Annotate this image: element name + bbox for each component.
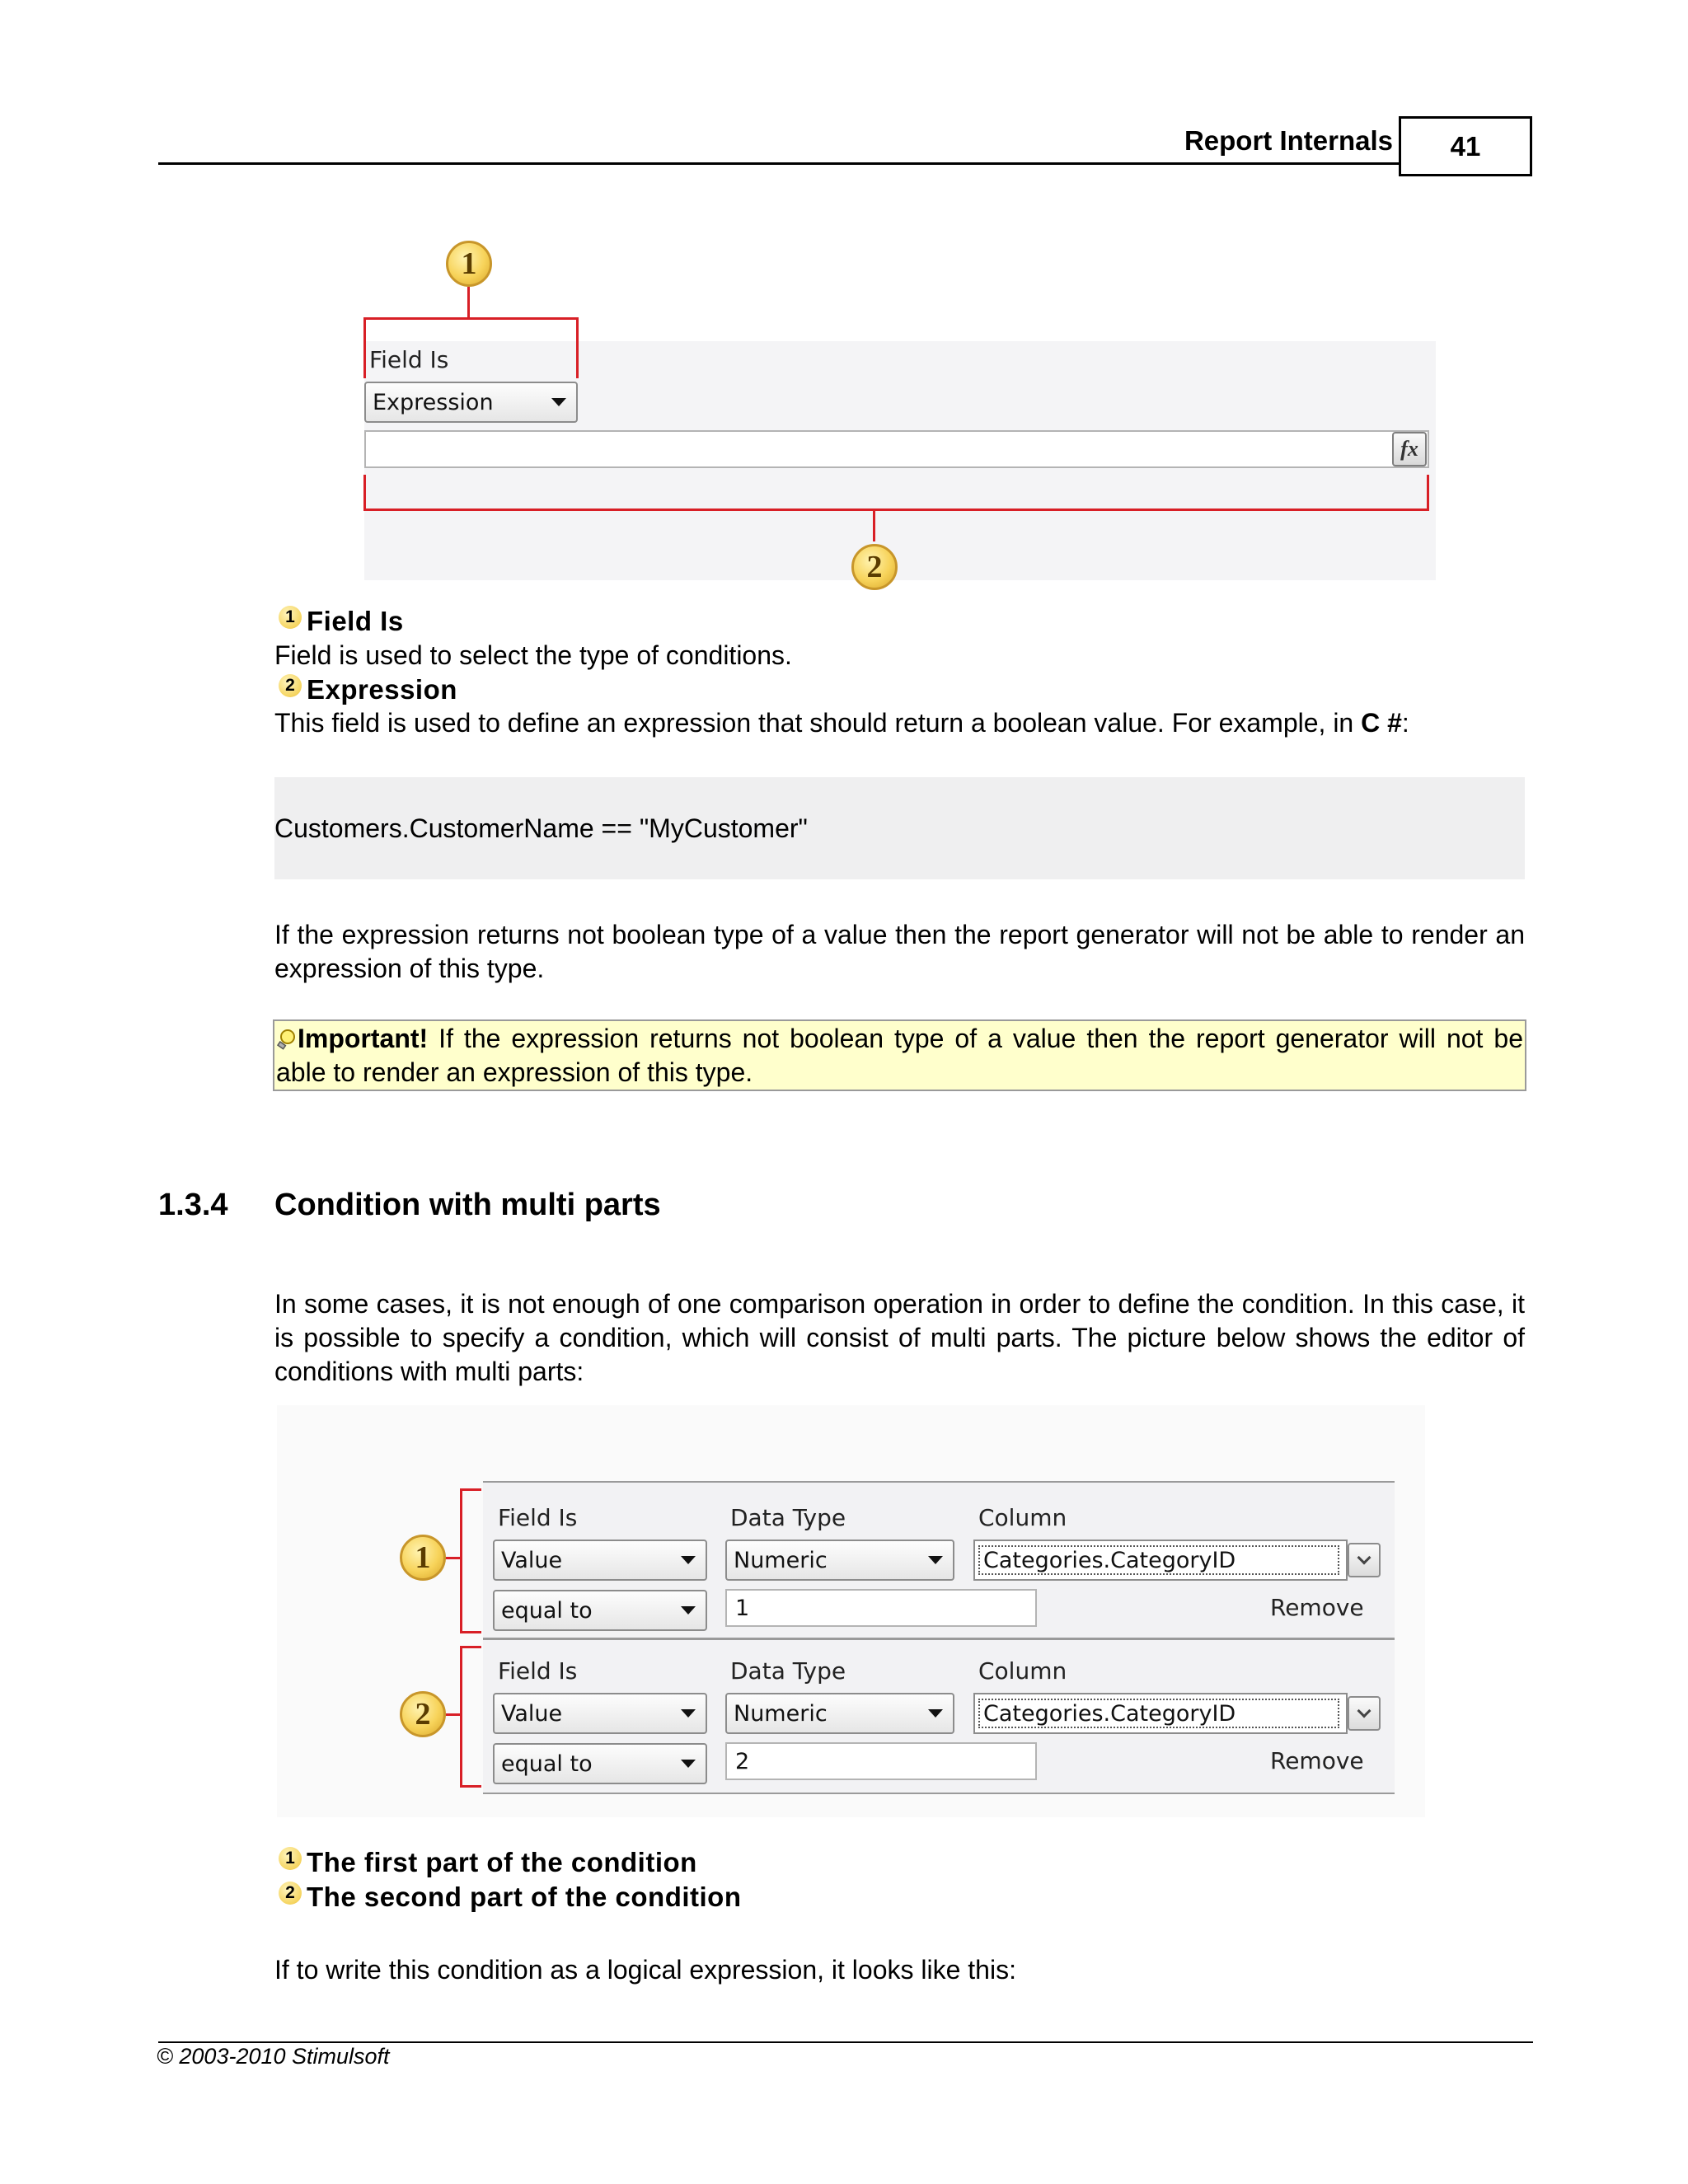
part-2-value-input[interactable]: 2 <box>725 1742 1037 1780</box>
part-1-column-label: Column <box>978 1504 1067 1531</box>
dropdown-arrow-icon <box>681 1709 696 1718</box>
callout-2-circle: 2 <box>851 544 898 590</box>
paragraph-not-boolean: If the expression returns not boolean type of a value then the report generator will not be able to render an expression of this type. <box>274 920 1525 983</box>
dropdown-arrow-icon <box>681 1556 696 1564</box>
dropdown-arrow-icon <box>928 1709 943 1718</box>
callout-1-connector <box>467 287 470 318</box>
paragraph-multi-parts: In some cases, it is not enough of one comparison operation in order to define the condition. In this case, it is possible to specify a condition, which will consist of multi parts. The picture below shows the editor of conditions with multi parts: <box>274 1289 1525 1386</box>
callout-part-2-bracket <box>460 1646 481 1788</box>
part-2-column-dropdown[interactable] <box>973 1693 1348 1734</box>
header-rule <box>158 162 1400 165</box>
footer-rule <box>158 2041 1533 2043</box>
legend-title-expression: Expression <box>307 674 457 705</box>
part-1-operator-dropdown[interactable] <box>493 1590 707 1631</box>
part-1-remove-link[interactable]: Remove <box>1270 1594 1364 1621</box>
language-name: C # <box>1361 708 1402 738</box>
part-2-operator-value: equal to <box>501 1750 593 1777</box>
part-2-data-type-value: Numeric <box>734 1700 828 1727</box>
important-label: Important! <box>298 1024 429 1053</box>
part-2-column-label: Column <box>978 1657 1067 1685</box>
part-1-operator-value: equal to <box>501 1597 593 1624</box>
part-2-column-value: Categories.CategoryID <box>978 1699 1339 1728</box>
expression-text: This field is used to define an expression that should return a boolean value. For example, in <box>274 708 1362 738</box>
field-is-dropdown[interactable] <box>364 382 578 423</box>
section-title: Condition with multi parts <box>274 1188 661 1222</box>
legend-text-expression <box>274 706 1409 740</box>
part-1-column-value: Categories.CategoryID <box>978 1545 1339 1575</box>
legend-text-field-is: Field is used to select the type of conditions. <box>274 640 792 670</box>
legend2-title-first-part: The first part of the condition <box>307 1847 697 1877</box>
expression-text-end: : <box>1401 708 1409 738</box>
part-1-field-is-value: Value <box>501 1547 563 1573</box>
chevron-down-icon <box>1357 1704 1372 1718</box>
field-is-dropdown-value: Expression <box>373 389 494 415</box>
part-2-field-is-value: Value <box>501 1700 563 1727</box>
callout-2-bracket <box>363 475 1429 511</box>
dropdown-arrow-icon <box>551 398 566 406</box>
part-1-field-is-dropdown[interactable] <box>493 1540 707 1581</box>
part-1-data-type-dropdown[interactable] <box>725 1540 954 1581</box>
footer-copyright: © 2003-2010 Stimulsoft <box>157 2044 390 2069</box>
part-1-data-type-value: Numeric <box>734 1547 828 1573</box>
part-2-operator-dropdown[interactable] <box>493 1743 707 1784</box>
chevron-down-icon <box>1357 1551 1372 1565</box>
code-sample: Customers.CustomerName == "MyCustomer" <box>274 777 1525 879</box>
part-1-column-dropdown-button[interactable] <box>1348 1543 1381 1577</box>
legend2-badge-1: 1 <box>279 1847 302 1870</box>
fx-icon-button[interactable]: fx <box>1392 432 1427 466</box>
callout-part-1-circle: 1 <box>400 1535 446 1581</box>
legend2-title-second-part: The second part of the condition <box>307 1882 742 1912</box>
paragraph-logical-expression: If to write this condition as a logical expression, it looks like this: <box>274 1955 1016 1985</box>
legend-badge-1: 1 <box>279 606 302 629</box>
part-2-data-type-dropdown[interactable] <box>725 1693 954 1734</box>
part-1-column-dropdown[interactable] <box>973 1540 1348 1581</box>
dropdown-arrow-icon <box>681 1760 696 1768</box>
part-2-remove-link[interactable]: Remove <box>1270 1747 1364 1774</box>
callout-part-1-bracket <box>460 1488 481 1633</box>
callout-1-circle: 1 <box>446 241 492 287</box>
part-2-field-is-label: Field Is <box>498 1657 578 1685</box>
important-text: If the expression returns not boolean type of a value then the report generator will not be able to render an expression of this type. <box>276 1024 1523 1087</box>
callout-2-connector <box>873 510 875 541</box>
part-2-field-is-dropdown[interactable] <box>493 1693 707 1734</box>
part-2-column-dropdown-button[interactable] <box>1348 1696 1381 1731</box>
dropdown-arrow-icon <box>681 1606 696 1615</box>
part-2-data-type-label: Data Type <box>730 1657 846 1685</box>
page-number: 41 <box>1399 116 1532 176</box>
callout-part-2-circle: 2 <box>400 1691 446 1737</box>
dropdown-arrow-icon <box>928 1556 943 1564</box>
part-1-value-input[interactable]: 1 <box>725 1589 1037 1627</box>
field-is-label: Field Is <box>369 346 449 373</box>
expression-input[interactable] <box>364 430 1429 468</box>
part-1-field-is-label: Field Is <box>498 1504 578 1531</box>
legend-title-field-is: Field Is <box>307 606 404 636</box>
part-1-data-type-label: Data Type <box>730 1504 846 1531</box>
important-note <box>273 1019 1526 1091</box>
legend-badge-2: 2 <box>279 674 302 697</box>
section-number: 1.3.4 <box>158 1188 228 1222</box>
running-header-title: Report Internals <box>1184 125 1393 156</box>
legend2-badge-2: 2 <box>279 1882 302 1905</box>
lightbulb-icon <box>276 1029 298 1050</box>
